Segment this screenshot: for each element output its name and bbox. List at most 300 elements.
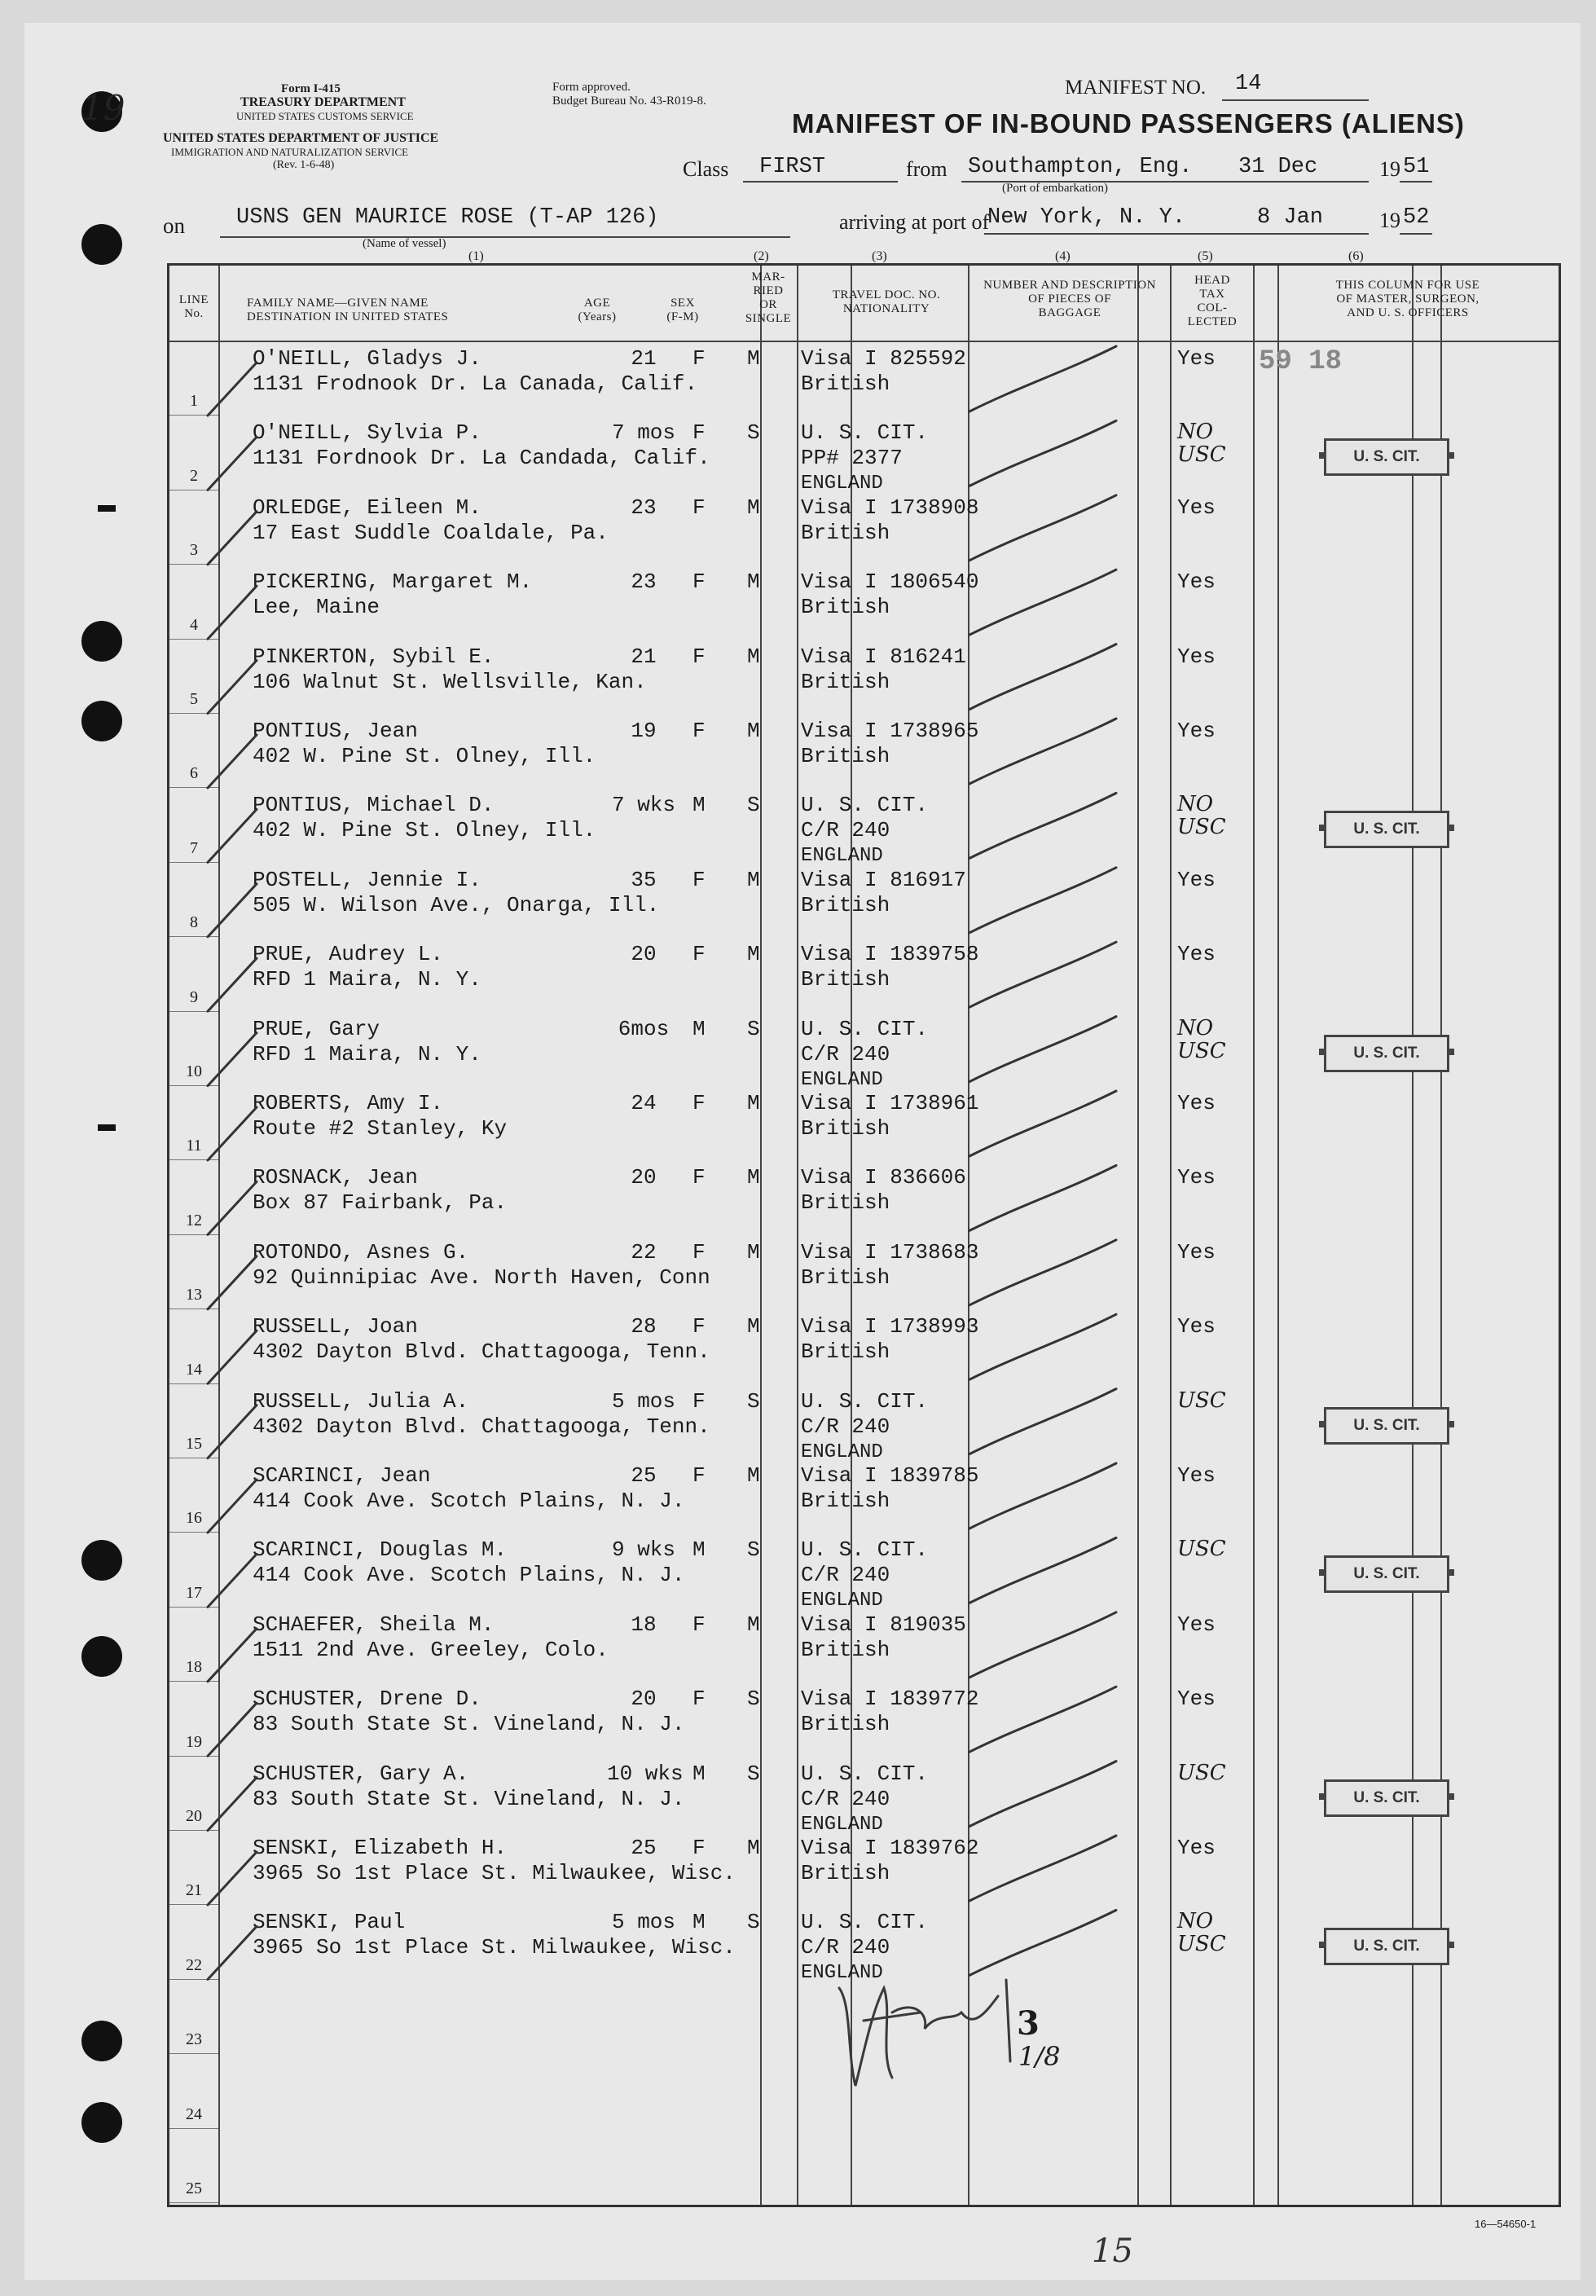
nationality: British — [801, 1712, 890, 1737]
travel-doc: Visa I 1738993 — [801, 1314, 979, 1339]
head-tax: Yes — [1177, 346, 1216, 371]
passenger-sex: F — [692, 1091, 706, 1115]
passenger-name: SCHUSTER, Gary A. — [253, 1761, 469, 1786]
travel-doc: Visa I 1839762 — [801, 1836, 979, 1860]
passenger-destination: 3965 So 1st Place St. Milwaukee, Wisc. — [253, 1935, 736, 1960]
passenger-name: PRUE, Gary — [253, 1016, 380, 1041]
form-print-number: 16—54650-1 — [1475, 2218, 1537, 2230]
passenger-age: 9 wks — [611, 1537, 675, 1563]
bottom-fraction: 1/8 — [1018, 2041, 1061, 2072]
manifest-number: 14 — [1235, 72, 1262, 96]
passenger-sex: M — [692, 1016, 706, 1041]
col-baggage: NUMBER AND DESCRIPTION OF PIECES OF BAGGAGE — [983, 279, 1156, 319]
col-num-1: (1) — [468, 249, 484, 263]
head-tax: NO USC — [1177, 1015, 1226, 1063]
passenger-name: O'NEILL, Gladys J. — [253, 346, 481, 371]
vessel-caption: (Name of vessel) — [363, 237, 446, 250]
travel-doc: U. S. CIT. — [801, 1910, 929, 1935]
name-check-mark — [208, 1703, 257, 1756]
arrival-year: 52 — [1403, 205, 1430, 230]
passenger-name: SCHAEFER, Sheila M. — [253, 1612, 495, 1637]
nationality: British — [801, 372, 890, 396]
marital-status: M — [747, 1314, 760, 1339]
line-number: 13 — [186, 1286, 202, 1304]
passenger-name: PONTIUS, Michael D. — [253, 793, 495, 818]
passenger-age: 35 — [631, 867, 657, 892]
marital-status: S — [747, 420, 760, 446]
col-num-6: (6) — [1348, 249, 1364, 263]
passenger-age: 20 — [631, 942, 657, 967]
nationality: C/R 240 — [801, 1786, 890, 1811]
travel-doc-country: ENGLAND — [801, 473, 883, 495]
line-number: 4 — [190, 615, 198, 634]
passenger-sex: F — [692, 942, 706, 967]
us-cit-stamp: U. S. CIT. — [1324, 811, 1449, 848]
marital-status: M — [747, 867, 760, 892]
passenger-name: PRUE, Audrey L. — [253, 942, 444, 967]
passenger-destination: RFD 1 Maira, N. Y. — [253, 1041, 481, 1067]
line-number: 21 — [186, 1881, 202, 1900]
baggage-check-mark — [969, 1091, 1116, 1156]
marital-status: S — [747, 793, 760, 818]
travel-doc: Visa I 1839785 — [801, 1463, 979, 1488]
head-tax: Yes — [1177, 1612, 1216, 1637]
us-cit-stamp: U. S. CIT. — [1324, 1407, 1449, 1445]
marital-status: S — [747, 1687, 760, 1712]
name-check-mark — [208, 958, 257, 1011]
nationality: British — [801, 744, 890, 768]
embark-date: 31 Dec — [1238, 155, 1318, 179]
passenger-age: 21 — [631, 644, 657, 669]
dept-immigration: IMMIGRATION AND NATURALIZATION SERVICE — [171, 146, 409, 158]
line-number: 2 — [190, 466, 198, 485]
passenger-destination: 17 East Suddle Coaldale, Pa. — [253, 520, 609, 545]
marital-status: S — [747, 1537, 760, 1563]
line-number: 15 — [186, 1435, 202, 1453]
officer-note: 59 18 — [1259, 346, 1343, 377]
embark-port: Southampton, Eng. — [968, 155, 1193, 179]
marital-status: M — [747, 1091, 760, 1115]
nationality: C/R 240 — [801, 818, 890, 843]
nationality: British — [801, 520, 890, 545]
passenger-destination: 106 Walnut St. Wellsville, Kan. — [253, 669, 647, 694]
travel-doc-country: ENGLAND — [801, 1813, 883, 1836]
travel-doc: U. S. CIT. — [801, 793, 929, 818]
marital-status: M — [747, 719, 760, 743]
col-num-5: (5) — [1198, 249, 1213, 263]
baggage-check-mark — [969, 495, 1116, 561]
passenger-age: 19 — [631, 719, 657, 743]
travel-doc: Visa I 1839772 — [801, 1687, 979, 1712]
on-label: on — [163, 213, 185, 238]
passenger-destination: Route #2 Stanley, Ky — [253, 1116, 508, 1141]
passenger-destination: 83 South State St. Vineland, N. J. — [253, 1786, 685, 1811]
travel-doc: Visa I 1738908 — [801, 495, 979, 520]
form-approved: Form approved. — [552, 81, 631, 94]
head-tax: Yes — [1177, 1239, 1216, 1265]
us-cit-stamp: U. S. CIT. — [1324, 1779, 1449, 1817]
arriving-label: arriving at port of — [839, 210, 990, 234]
line-number: 7 — [190, 838, 198, 857]
passenger-age: 23 — [631, 495, 657, 520]
passenger-sex: M — [692, 1537, 706, 1563]
name-check-mark — [208, 661, 257, 714]
nationality: British — [801, 1190, 890, 1216]
head-tax: Yes — [1177, 942, 1216, 967]
passenger-age: 25 — [631, 1463, 657, 1488]
passenger-age: 23 — [631, 570, 657, 595]
passenger-destination: 1131 Fordnook Dr. La Candada, Calif. — [253, 446, 710, 471]
baggage-check-mark — [969, 1240, 1116, 1305]
head-tax: NO USC — [1177, 420, 1226, 468]
us-cit-stamp: U. S. CIT. — [1324, 438, 1449, 476]
passenger-destination: 402 W. Pine St. Olney, Ill. — [253, 744, 596, 768]
passenger-sex: F — [692, 1239, 706, 1265]
travel-doc: Visa I 819035 — [801, 1612, 966, 1637]
passenger-destination: 414 Cook Ave. Scotch Plains, N. J. — [253, 1563, 685, 1588]
form-number: Form I-415 — [281, 82, 341, 95]
baggage-check-mark — [969, 719, 1116, 784]
baggage-check-mark — [969, 1165, 1116, 1230]
head-tax: Yes — [1177, 1836, 1216, 1860]
passenger-destination: Lee, Maine — [253, 595, 380, 620]
line-number: 22 — [186, 1955, 202, 1974]
line-number: 5 — [190, 690, 198, 708]
passenger-age: 20 — [631, 1165, 657, 1190]
baggage-check-mark — [969, 1762, 1116, 1827]
passenger-age: 21 — [631, 346, 657, 371]
us-cit-stamp: U. S. CIT. — [1324, 1555, 1449, 1593]
line-number: 17 — [186, 1583, 202, 1602]
passenger-sex: F — [692, 570, 706, 595]
passenger-sex: F — [692, 1687, 706, 1712]
embark-year: 51 — [1403, 155, 1430, 179]
name-check-mark — [208, 1629, 257, 1682]
name-check-mark — [208, 1033, 257, 1086]
head-tax: NO USC — [1177, 792, 1226, 840]
name-check-mark — [208, 1256, 257, 1309]
head-tax: NO USC — [1177, 1909, 1226, 1957]
passenger-name: SENSKI, Paul — [253, 1910, 406, 1935]
passenger-age: 7 wks — [611, 793, 675, 818]
name-check-mark — [208, 437, 257, 490]
passenger-sex: M — [692, 1761, 706, 1786]
nationality: British — [801, 1861, 890, 1885]
passenger-destination: 83 South State St. Vineland, N. J. — [253, 1712, 685, 1737]
port-embark-caption: (Port of embarkation) — [1002, 182, 1108, 195]
col-officers: THIS COLUMN FOR USE OF MASTER, SURGEON, AND U. S. OFFICERS — [1335, 279, 1480, 319]
passenger-age: 22 — [631, 1239, 657, 1265]
col-married: MAR- RIED OR SINGLE — [745, 271, 792, 325]
baggage-check-mark — [969, 420, 1116, 486]
baggage-check-mark — [969, 644, 1116, 710]
col-name: FAMILY NAME—GIVEN NAME DESTINATION IN UNITED STATES — [247, 297, 449, 323]
name-check-mark — [208, 1778, 257, 1831]
travel-doc: U. S. CIT. — [801, 1388, 929, 1414]
col-age: AGE (Years) — [578, 297, 617, 323]
head-tax: USC — [1177, 1537, 1226, 1562]
line-number: 11 — [186, 1137, 202, 1155]
passenger-age: 24 — [631, 1091, 657, 1115]
travel-doc: Visa I 1738683 — [801, 1239, 979, 1265]
marital-status: S — [747, 1761, 760, 1786]
col-num-2: (2) — [754, 249, 769, 263]
col-sex: SEX (F-M) — [666, 297, 699, 323]
passenger-age: 5 mos — [611, 1388, 675, 1414]
passenger-age: 28 — [631, 1314, 657, 1339]
nationality: British — [801, 1489, 890, 1513]
embark-year-prefix: 19 — [1379, 157, 1400, 181]
name-check-mark — [208, 363, 257, 416]
line-number: 18 — [186, 1658, 202, 1677]
arrival-date: 8 Jan — [1257, 205, 1324, 230]
passenger-sex: F — [692, 719, 706, 743]
line-number: 6 — [190, 764, 198, 783]
bottom-count: 3 — [1017, 2004, 1040, 2043]
head-tax: Yes — [1177, 1314, 1216, 1339]
passenger-name: RUSSELL, Joan — [253, 1314, 418, 1339]
travel-doc-country: ENGLAND — [801, 1440, 883, 1463]
travel-doc: U. S. CIT. — [801, 1016, 929, 1041]
passenger-sex: F — [692, 1314, 706, 1339]
marital-status: M — [747, 1612, 760, 1637]
passenger-sex: F — [692, 1165, 706, 1190]
nationality: C/R 240 — [801, 1935, 890, 1960]
nationality: C/R 240 — [801, 1414, 890, 1439]
travel-doc: Visa I 816917 — [801, 867, 966, 892]
travel-doc-country: ENGLAND — [801, 1068, 883, 1091]
nationality: C/R 240 — [801, 1563, 890, 1588]
line-number: 8 — [190, 913, 198, 932]
name-check-mark — [208, 1554, 257, 1607]
baggage-check-mark — [969, 1612, 1116, 1678]
baggage-check-mark — [969, 1910, 1116, 1975]
line-number: 25 — [186, 2179, 202, 2197]
name-check-mark — [208, 809, 257, 862]
travel-doc: U. S. CIT. — [801, 420, 929, 446]
col-headtax: HEAD TAX COL- LECTED — [1187, 274, 1238, 328]
travel-doc: Visa I 1839758 — [801, 942, 979, 967]
passenger-name: SCHUSTER, Drene D. — [253, 1687, 481, 1712]
travel-doc-country: ENGLAND — [801, 1962, 883, 1985]
head-tax: USC — [1177, 1760, 1226, 1785]
name-check-mark — [208, 1107, 257, 1160]
name-check-mark — [208, 1405, 257, 1458]
marital-status: M — [747, 1836, 760, 1860]
dept-justice: UNITED STATES DEPARTMENT OF JUSTICE — [163, 131, 439, 145]
officer-signature — [839, 1980, 1010, 2086]
marital-status: M — [747, 1239, 760, 1265]
passenger-destination: 402 W. Pine St. Olney, Ill. — [253, 818, 596, 843]
line-number: 9 — [190, 987, 198, 1006]
from-label: from — [906, 157, 947, 181]
line-number: 19 — [186, 1732, 202, 1751]
nationality: British — [801, 595, 890, 620]
passenger-name: O'NEILL, Sylvia P. — [253, 420, 481, 446]
col-line-no: LINE No. — [178, 293, 209, 320]
passenger-name: POSTELL, Jennie I. — [253, 867, 481, 892]
head-tax: Yes — [1177, 1687, 1216, 1712]
passenger-age: 10 wks — [607, 1761, 684, 1786]
marital-status: M — [747, 1165, 760, 1190]
class-value: FIRST — [759, 155, 826, 179]
name-check-mark — [208, 735, 257, 788]
line-number: 16 — [186, 1509, 202, 1528]
name-check-mark — [208, 1480, 257, 1533]
nationality: C/R 240 — [801, 1041, 890, 1067]
class-label: Class — [683, 157, 729, 181]
head-tax: Yes — [1177, 570, 1216, 595]
travel-doc: U. S. CIT. — [801, 1537, 929, 1563]
baggage-check-mark — [969, 1389, 1116, 1454]
corner-mark: 19 — [81, 88, 125, 128]
baggage-check-mark — [969, 1017, 1116, 1082]
nationality: British — [801, 892, 890, 917]
nationality: British — [801, 1265, 890, 1290]
marital-status: M — [747, 495, 760, 520]
head-tax: Yes — [1177, 644, 1216, 669]
travel-doc: Visa I 816241 — [801, 644, 966, 669]
nationality: British — [801, 669, 890, 694]
travel-doc: Visa I 1738961 — [801, 1091, 979, 1115]
line-number: 1 — [190, 392, 198, 411]
travel-doc-country: ENGLAND — [801, 1590, 883, 1612]
head-tax: Yes — [1177, 1463, 1216, 1488]
dept-treasury: TREASURY DEPARTMENT — [240, 95, 406, 109]
marital-status: S — [747, 1388, 760, 1414]
passenger-destination: RFD 1 Maira, N. Y. — [253, 967, 481, 992]
line-number: 23 — [186, 2030, 202, 2049]
passenger-destination: 92 Quinnipiac Ave. North Haven, Conn — [253, 1265, 710, 1290]
vessel-name: USNS GEN MAURICE ROSE (T-AP 126) — [236, 205, 659, 230]
passenger-sex: M — [692, 793, 706, 818]
line-number: 14 — [186, 1360, 202, 1379]
passenger-sex: F — [692, 420, 706, 446]
baggage-check-mark — [969, 793, 1116, 858]
head-tax: Yes — [1177, 495, 1216, 520]
baggage-check-mark — [969, 1836, 1116, 1901]
manifest-title: MANIFEST OF IN-BOUND PASSENGERS (ALIENS) — [792, 108, 1465, 139]
marital-status: M — [747, 346, 760, 371]
budget-bureau: Budget Bureau No. 43-R019-8. — [552, 95, 706, 108]
name-check-mark — [208, 512, 257, 565]
nationality: British — [801, 1637, 890, 1662]
travel-doc: Visa I 825592 — [801, 346, 966, 371]
head-tax: Yes — [1177, 867, 1216, 892]
nationality: British — [801, 1116, 890, 1141]
baggage-check-mark — [969, 868, 1116, 933]
passenger-sex: F — [692, 1463, 706, 1488]
passenger-name: SCARINCI, Jean — [253, 1463, 431, 1488]
passenger-destination: 3965 So 1st Place St. Milwaukee, Wisc. — [253, 1861, 736, 1885]
passenger-sex: F — [692, 1836, 706, 1860]
dept-customs: UNITED STATES CUSTOMS SERVICE — [236, 110, 414, 122]
passenger-name: SENSKI, Elizabeth H. — [253, 1836, 508, 1860]
line-number: 10 — [186, 1062, 202, 1080]
passenger-destination: 4302 Dayton Blvd. Chattagooga, Tenn. — [253, 1414, 710, 1439]
nationality: British — [801, 967, 890, 992]
passenger-destination: 414 Cook Ave. Scotch Plains, N. J. — [253, 1489, 685, 1513]
form-revision: (Rev. 1-6-48) — [273, 159, 335, 171]
passenger-destination: Box 87 Fairbank, Pa. — [253, 1190, 508, 1216]
baggage-check-mark — [969, 1463, 1116, 1528]
name-check-mark — [208, 586, 257, 639]
passenger-age: 25 — [631, 1836, 657, 1860]
marital-status: M — [747, 644, 760, 669]
passenger-sex: F — [692, 346, 706, 371]
baggage-check-mark — [969, 346, 1116, 411]
baggage-check-mark — [969, 1687, 1116, 1752]
line-number: 20 — [186, 1807, 202, 1825]
baggage-check-mark — [969, 1314, 1116, 1379]
head-tax: USC — [1177, 1388, 1226, 1413]
travel-doc: Visa I 1806540 — [801, 570, 979, 595]
passenger-name: RUSSELL, Julia A. — [253, 1388, 469, 1414]
passenger-age: 5 mos — [611, 1910, 675, 1935]
passenger-name: ROTONDO, Asnes G. — [253, 1239, 469, 1265]
arrival-port: New York, N. Y. — [987, 205, 1186, 230]
passenger-name: PONTIUS, Jean — [253, 719, 418, 743]
name-check-mark — [208, 1331, 257, 1383]
passenger-name: PICKERING, Margaret M. — [253, 570, 533, 595]
us-cit-stamp: U. S. CIT. — [1324, 1035, 1449, 1072]
passenger-sex: F — [692, 1612, 706, 1637]
passenger-age: 6mos — [618, 1016, 670, 1041]
passenger-sex: M — [692, 1910, 706, 1935]
head-tax: Yes — [1177, 719, 1216, 743]
passenger-sex: F — [692, 495, 706, 520]
passenger-destination: 1511 2nd Ave. Greeley, Colo. — [253, 1637, 609, 1662]
nationality: PP# 2377 — [801, 446, 903, 471]
passenger-destination: 505 W. Wilson Ave., Onarga, Ill. — [253, 892, 660, 917]
travel-doc: Visa I 1738965 — [801, 719, 979, 743]
passenger-destination: 4302 Dayton Blvd. Chattagooga, Tenn. — [253, 1339, 710, 1365]
manifest-number-label: MANIFEST NO. — [1065, 77, 1207, 99]
name-check-mark — [208, 1926, 257, 1979]
passenger-name: PINKERTON, Sybil E. — [253, 644, 495, 669]
marital-status: M — [747, 570, 760, 595]
name-check-mark — [208, 1852, 257, 1905]
name-check-mark — [208, 1181, 257, 1234]
baggage-check-mark — [969, 942, 1116, 1007]
passenger-name: ORLEDGE, Eileen M. — [253, 495, 481, 520]
baggage-check-mark — [969, 1537, 1116, 1603]
baggage-check-mark — [969, 570, 1116, 635]
passenger-name: ROSNACK, Jean — [253, 1165, 418, 1190]
col-num-4: (4) — [1055, 249, 1071, 263]
travel-doc: Visa I 836606 — [801, 1165, 966, 1190]
travel-doc: U. S. CIT. — [801, 1761, 929, 1786]
arrival-year-prefix: 19 — [1379, 209, 1400, 232]
line-number: 3 — [190, 541, 198, 560]
travel-doc-country: ENGLAND — [801, 845, 883, 868]
name-check-mark — [208, 884, 257, 937]
col-travel: TRAVEL DOC. NO. NATIONALITY — [832, 288, 941, 315]
passenger-age: 7 mos — [611, 420, 675, 446]
passenger-sex: F — [692, 644, 706, 669]
nationality: British — [801, 1339, 890, 1365]
col-num-3: (3) — [872, 249, 887, 263]
passenger-name: ROBERTS, Amy I. — [253, 1091, 444, 1115]
marital-status: S — [747, 1016, 760, 1041]
page-bottom-number: 15 — [1092, 2232, 1133, 2270]
passenger-age: 20 — [631, 1687, 657, 1712]
passenger-destination: 1131 Frodnook Dr. La Canada, Calif. — [253, 372, 698, 396]
line-number: 12 — [186, 1211, 202, 1229]
line-number: 24 — [186, 2105, 202, 2123]
passenger-name: SCARINCI, Douglas M. — [253, 1537, 508, 1563]
passenger-age: 18 — [631, 1612, 657, 1637]
